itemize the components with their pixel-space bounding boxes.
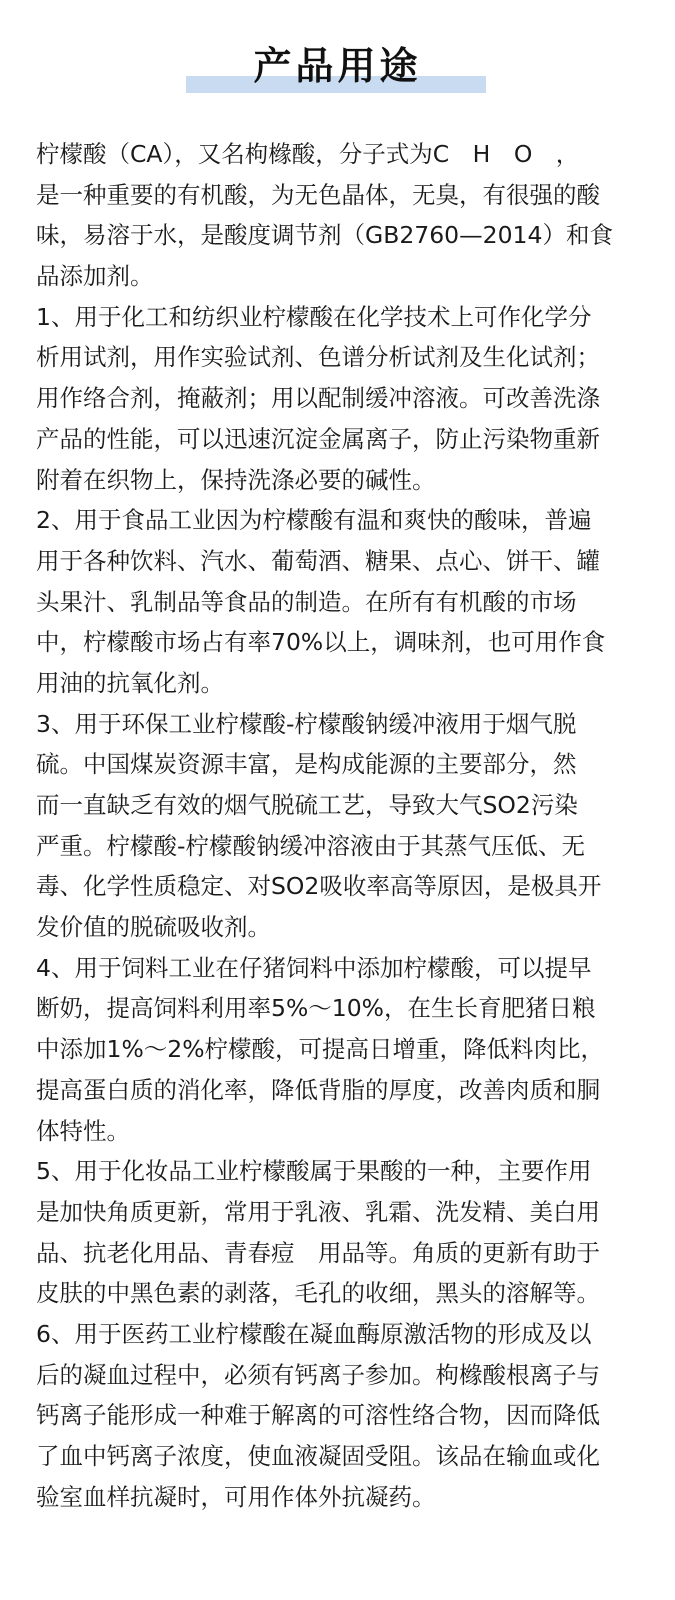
text-line: 附着在织物上，保持洗涤必要的碱性。 — [36, 465, 436, 494]
text-line: 是加快角质更新，常用于乳液、乳霜、洗发精、美白用 — [36, 1197, 600, 1226]
text-line: 4、用于饲料工业在仔猪饲料中添加柠檬酸，可以提早 — [36, 953, 592, 982]
text-line: 钙离子能形成一种难于解离的可溶性络合物，因而降低 — [36, 1401, 600, 1430]
text-line: 1、用于化工和纺织业柠檬酸在化学技术上可作化学分 — [36, 302, 592, 331]
text-line: 严重。柠檬酸-柠檬酸钠缓冲溶液由于其蒸气压低、无 — [36, 831, 585, 860]
text-line: 品、抗老化用品、青春痘 用品等。角质的更新有助于 — [36, 1238, 600, 1267]
text-line: 味，易溶于水，是酸度调节剂（GB2760—2014）和食 — [36, 221, 613, 250]
text-line: 柠檬酸（CA），又名枸橼酸，分子式为C H O ， — [36, 140, 580, 168]
text-line: 3、用于环保工业柠檬酸-柠檬酸钠缓冲液用于烟气脱 — [36, 709, 577, 738]
text-line: 头果汁、乳制品等食品的制造。在所有有机酸的市场 — [36, 587, 577, 616]
text-line: 中，柠檬酸市场占有率70%以上，调味剂，也可用作食 — [36, 628, 606, 657]
text-line: 5、用于化妆品工业柠檬酸属于果酸的一种，主要作用 — [36, 1157, 592, 1186]
text-line: 了血中钙离子浓度，使血液凝固受阻。该品在输血或化 — [36, 1442, 600, 1470]
page-title: 产品用途 — [253, 44, 422, 88]
text-line: 毒、化学性质稳定、对SO2吸收率高等原因，是极具开 — [36, 872, 602, 901]
text-line: 中添加1%～2%柠檬酸，可提高日增重，降低料肉比， — [36, 1035, 605, 1064]
text-line: 验室血样抗凝时，可用作体外抗凝药。 — [36, 1482, 436, 1511]
text-line: 硫。中国煤炭资源丰富，是构成能源的主要部分，然 — [36, 750, 577, 779]
title-section — [0, 38, 675, 108]
text-line: 用油的抗氧化剂。 — [36, 668, 224, 697]
text-line: 体特性。 — [36, 1116, 130, 1145]
text-line: 而一直缺乏有效的烟气脱硫工艺，导致大气SO2污染 — [36, 791, 578, 819]
text-line: 提高蛋白质的消化率，降低背脂的厚度，改善肉质和胴 — [36, 1075, 600, 1104]
text-line: 6、用于医药工业柠檬酸在凝血酶原激活物的形成及以 — [36, 1319, 592, 1348]
text-line: 发价值的脱硫吸收剂。 — [36, 913, 271, 942]
text-line: 后的凝血过程中，必须有钙离子参加。枸橼酸根离子与 — [36, 1360, 600, 1389]
body-text — [36, 134, 644, 1517]
text-line: 品添加剂。 — [36, 262, 154, 291]
text-line: 析用试剂，用作实验试剂、色谱分析试剂及生化试剂； — [36, 343, 600, 372]
text-line: 用于各种饮料、汽水、葡萄酒、糖果、点心、饼干、罐 — [36, 546, 600, 575]
text-line: 皮肤的中黑色素的剥落，毛孔的收细，黑头的溶解等。 — [36, 1279, 600, 1308]
text-line: 断奶，提高饲料利用率5%～10%，在生长育肥猪日粮 — [36, 994, 596, 1023]
text-line: 产品的性能，可以迅速沉淀金属离子，防止污染物重新 — [36, 424, 600, 453]
text-line: 是一种重要的有机酸，为无色晶体，无臭，有很强的酸 — [36, 180, 600, 209]
text-line: 用作络合剂，掩蔽剂；用以配制缓冲溶液。可改善洗涤 — [36, 384, 600, 413]
text-line: 2、用于食品工业因为柠檬酸有温和爽快的酸味，普遍 — [36, 506, 592, 535]
